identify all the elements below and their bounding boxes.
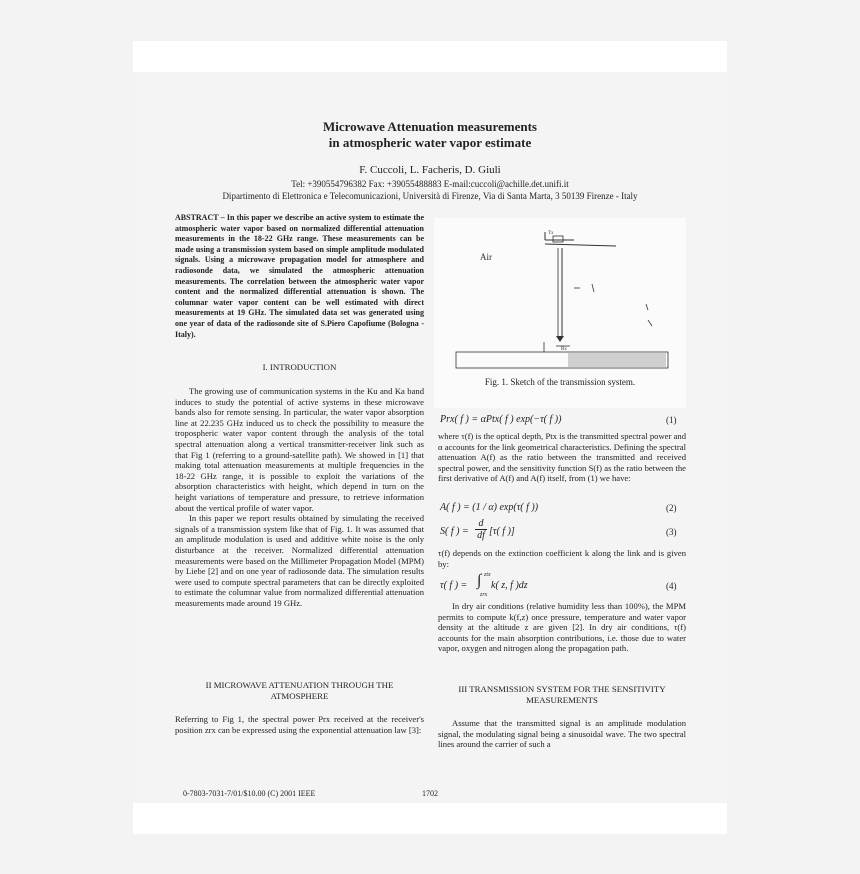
equation-2: A( f ) = (1 / α) exp(τ( f ))	[440, 502, 539, 513]
equation-1-number: (1)	[666, 415, 677, 425]
authors: F. Cuccoli, L. Facheris, D. Giuli	[359, 164, 501, 176]
equation-1: Prx( f ) = αPtx( f ) exp(−τ( f ))	[440, 414, 562, 425]
equation-1-description: where τ(f) is the optical depth, Ptx is the transmitted spectral power and α accounts for the link geometrical characteristics. Defining the spectral attenuation A(f) as the ratio between the transmitted and received spectral power, and the sensitivity function S(f) as the ratio between the first derivative of A(f) and A(f) itself, from (1) we have:	[438, 431, 686, 484]
label-tx: Tx	[548, 231, 554, 236]
paper-title	[0, 119, 860, 151]
abstract: ABSTRACT – In this paper we describe an active system to estimate the atmospheric water vapor based on normalized differential attenuation measurements in the 18-22 GHz range. These measurements can be made using a transmission system based on simple amplitude modulated signals. Using a microwave propagation model for atmosphere and radiosonde data, we simulated the atmospheric attenuation measurements. The correlation between the atmospheric water vapor content and the normalized differential attenuation is shown. The columnar water vapor content can be well estimated with direct measurements at 19 GHz. The simulated data set was generated using one year of data of the radiosonde site of S.Piero Capofiume (Bologna - Italy).	[175, 213, 424, 339]
section-3-text	[438, 718, 686, 750]
copyright-footer: 0-7803-7031-7/01/$10.00 (C) 2001 IEEE	[183, 789, 316, 798]
section-3-heading-line-1: III TRANSMISSION SYSTEM FOR THE SENSITIVITY	[458, 684, 666, 694]
section-3-heading	[438, 684, 686, 706]
section-3-heading-line-2: MEASUREMENTS	[526, 695, 598, 705]
label-air: Air	[480, 252, 492, 262]
section-3-paragraph-1: Assume that the transmitted signal is an amplitude modulation signal, the modulating signal being a sinusoidal wave. The two spectral lines around the carrier of such a	[438, 718, 686, 750]
equation-3-fraction	[475, 518, 487, 541]
section-2-heading-line-2: ATMOSPHERE	[270, 691, 329, 701]
equation-4-lhs: τ( f ) =	[440, 580, 468, 591]
equation-2-number: (2)	[666, 503, 677, 513]
equation-4-upper-limit: ztx	[484, 572, 491, 578]
top-margin-band	[133, 41, 727, 72]
section-2-heading	[175, 680, 424, 702]
department: Dipartimento di Elettronica e Telecomunicazioni, Università di Firenze, Via di Santa Marta, 3 50139 Firenze - Italy	[222, 191, 638, 201]
contact-info: Tel: +390554796382 Fax: +39055488883 E-mail:cuccoli@achille.det.unifi.it	[291, 179, 569, 189]
equation-3-numerator: d	[475, 518, 487, 530]
bottom-margin-band	[133, 803, 727, 834]
equation-3-lhs: S( f ) =	[440, 526, 469, 537]
equation-3-rhs: [τ( f )]	[489, 526, 515, 537]
label-rx: Rx	[561, 347, 567, 352]
intro-paragraph-1: The growing use of communication systems in the Ku and Ka band induces to study the potential of active systems in these microwave bands also for remote sensing. In particular, the water vapor absorption line at 22.235 GHz induced us to check the possibility to measure the tropospheric water vapor content through the analysis of the total spectral attenuation along a vertical transmitter-receiver link such as that Fig 1 (referring to a ground-satellite path). We showed in [1] that making total attenuation measurements at multiple frequencies in the 18-22 GHz range, it is possible to exploit the variations of the absorption characteristics with height, which depend in turn on the height variations of temperature and pressure, to retrieve information about the vertical profile of water vapor.	[175, 386, 424, 513]
transmission-sketch	[434, 218, 686, 378]
equation-3-number: (3)	[666, 527, 677, 537]
figure-1-caption: Fig. 1. Sketch of the transmission system.	[484, 377, 636, 387]
equation-3-denominator: df	[477, 530, 485, 541]
intro-paragraph-2: In this paper we report results obtained by simulating the received signals of a transmission system like that of Fig. 1. It was assumed that an amplitude modulation is used and additive white noise is the only disturbance at the receiver. Normalized differential attenuation measurements were based on the Millimeter Propagation Model (MPM) by Liebe [2] and on one year of radiosonde data. The simulation results were used to compute spectral parameters that can be directly exploited to estimate the columnar value from normalized differential attenuation measurements made around 19 GHz.	[175, 513, 424, 608]
section-1-heading: I. INTRODUCTION	[262, 362, 337, 372]
equation-4-rhs: k( z, f )dz	[491, 580, 528, 591]
equation-4-lower-limit: zrx	[480, 592, 488, 598]
title-line-1: Microwave Attenuation measurements	[323, 119, 537, 134]
section-2-text: Referring to Fig 1, the spectral power Prx received at the receiver's position zrx can be expressed using the exponential attenuation law [3]:	[175, 714, 424, 735]
equation-4-description	[438, 601, 686, 654]
equation-4-number: (4)	[666, 581, 677, 591]
page-number: 1702	[422, 789, 438, 798]
equation-3-description: τ(f) depends on the extinction coefficient k along the link and is given by:	[438, 548, 686, 569]
integral-sign: ∫	[477, 572, 482, 589]
introduction-text	[175, 386, 424, 608]
title-line-2: in atmospheric water vapor estimate	[328, 135, 532, 150]
section-2-heading-line-1: II MICROWAVE ATTENUATION THROUGH THE	[205, 680, 394, 690]
dry-air-paragraph: In dry air conditions (relative humidity less than 100%), the MPM permits to compute k(f,z) once pressure, temperature and water vapor density at the altitude z are given [2]. In dry air conditions, τ(f) accounts for the main absorption contributions, i.e. those due to water vapor, oxygen and nitrogen along the propagation path.	[438, 601, 686, 654]
